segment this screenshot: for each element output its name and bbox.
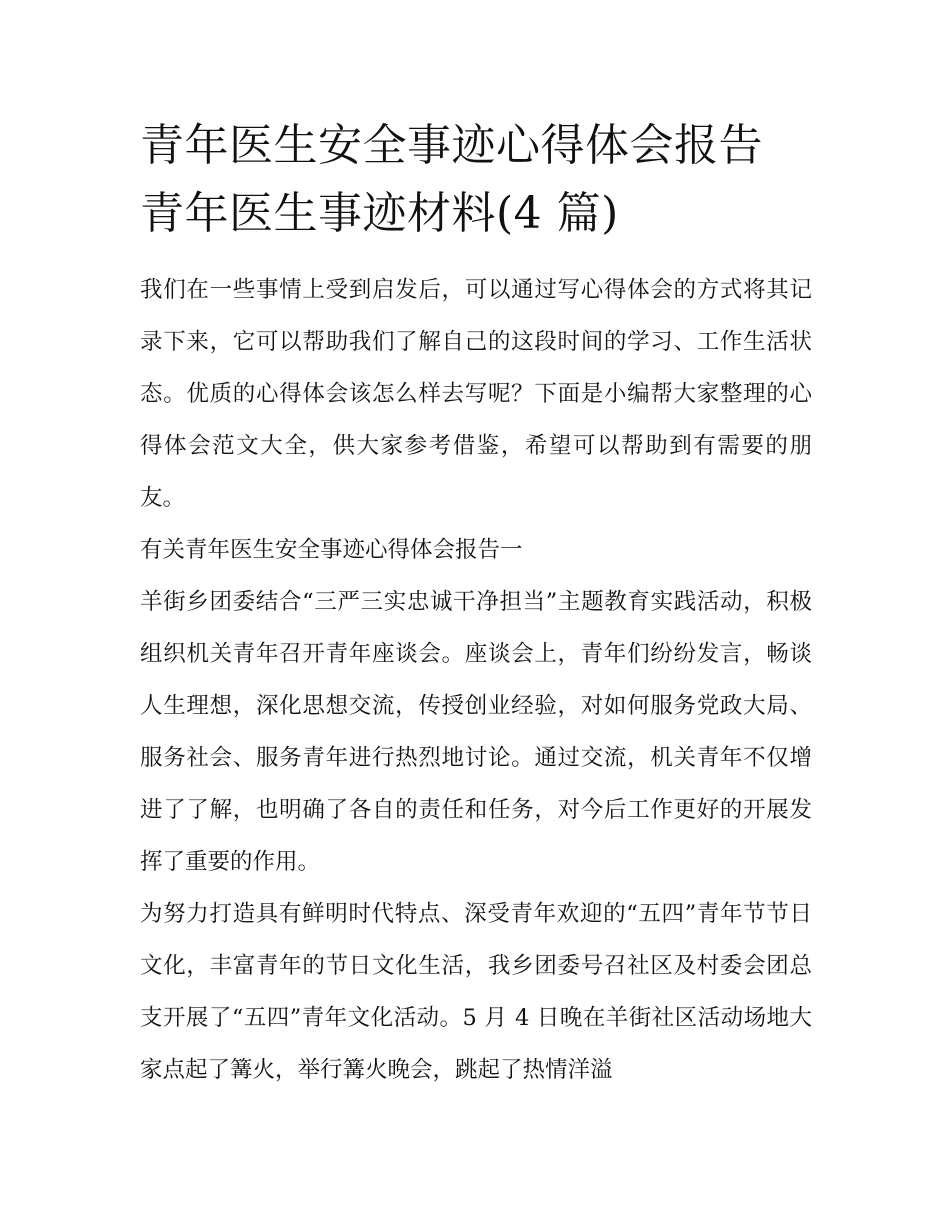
- section-heading: 有关青年医生安全事迹心得体会报告一: [140, 537, 523, 563]
- body-paragraph-1: 羊街乡团委结合“三严三实忠诚干净担当”主题教育实践活动，积极组织机关青年召开青年座谈会。座谈会上，青年们纷纷发言，畅谈人生理想，深化思想交流，传授创业经验，对如何服务党政大局、服务社会、服务青年进行热烈地讨论。通过交流，机关青年不仅增进了了解，也明确了各自的责任和任务，对今后工作更好的开展发挥了重要的作用。: [140, 589, 812, 875]
- document-title: 青年医生安全事迹心得体会报告 青年医生事迹材料(4 篇): [140, 120, 763, 239]
- document-page: [140, 112, 812, 1096]
- intro-paragraph: 我们在一些事情上受到启发后，可以通过写心得体会的方式将其记录下来，它可以帮助我们了解自己的这段时间的学习、工作生活状态。优质的心得体会该怎么样去写呢？下面是小编帮大家整理的心得体会范文大全，供大家参考借鉴，希望可以帮助到有需要的朋友。: [140, 277, 812, 511]
- body-paragraph-2: 为努力打造具有鲜明时代特点、深受青年欢迎的“五四”青年节节日文化，丰富青年的节日文化生活，我乡团委号召社区及村委会团总支开展了“五四”青年文化活动。5 月 4 日晚在羊街社区活动场地大家点起了篝火，举行篝火晚会，跳起了热情洋溢: [140, 901, 812, 1083]
